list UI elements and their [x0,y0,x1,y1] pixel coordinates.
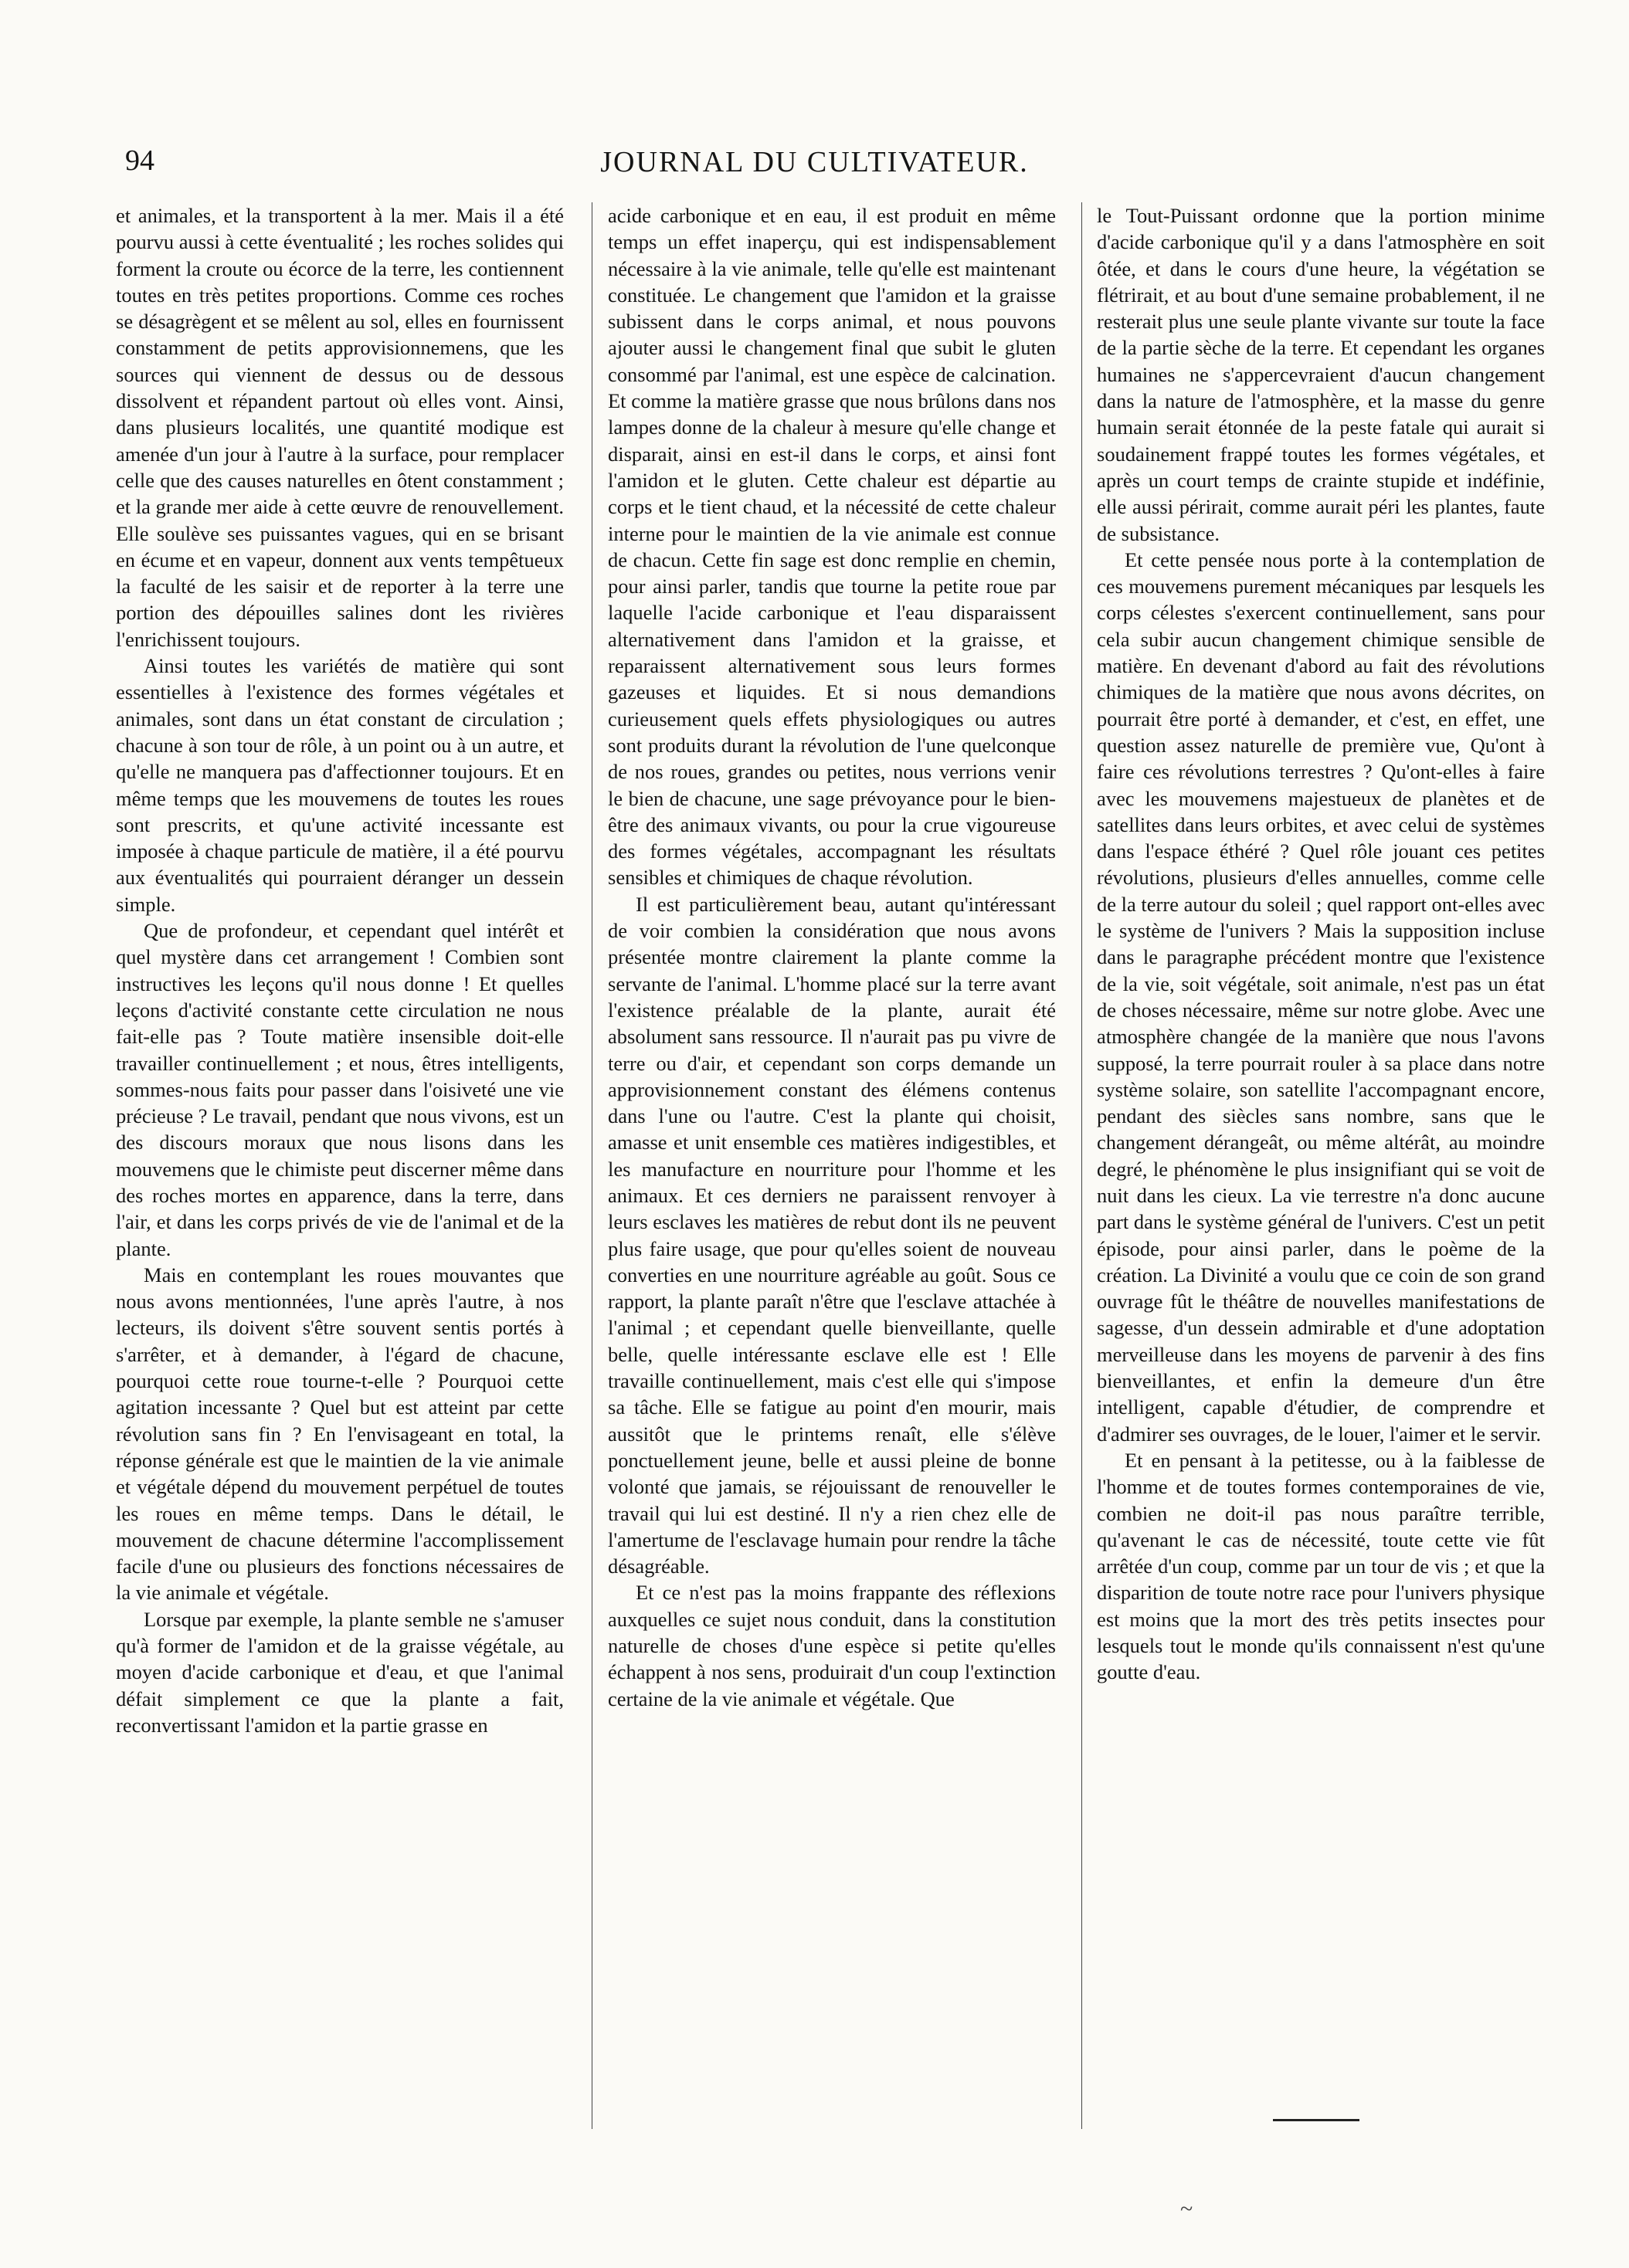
end-rule [1273,2119,1359,2121]
column-rule [1081,202,1082,2129]
footer-mark: ~ [1180,2196,1193,2222]
column-3 [1097,202,1545,2129]
column-1 [116,202,564,2129]
paragraph: Et cette pensée nous porte à la contemplation de ces mouvemens purement mécaniques par lesquels les corps célestes s'exercent continuellement, sans pour cela subir aucun changement chimique sensible de matière. En devenant d'abord au fait des révolutions chimiques de la matière que nous avons décrites, on pourrait être porté à demander, et c'est, en effet, une question assez naturelle de première vue, Qu'ont à faire ces révolutions terrestres ? Qu'ont-elles à faire avec les mouvemens majestueux de planètes et de satellites dans leurs orbites, et avec celui de systèmes dans l'espace éthéré ? Quel rôle jouant ces petites révolutions, plusieurs d'elles annuelles, comme celle de la terre autour du soleil ; quel rapport ont-elles avec le système de l'univers ? Mais la supposition incluse dans le paragraphe précédent montre que l'existence de la vie, soit végétale, soit animale, n'est pas un état de choses nécessaire, même sur notre globe. Avec une atmosphère changée de la manière que nous l'avons supposé, la terre pourrait rouler à sa place dans notre système solaire, son satellite l'accompagnant encore, pendant des siècles sans nombre, sans que le changement dérangeât, ou même altérât, au moindre degré, le phénomène le plus insignifiant qui se voit de nuit dans les cieux. La vie terrestre n'a donc aucune part dans le système général de l'univers. C'est un petit épisode, pour ainsi parler, dans le poème de la création. La Divinité a voulu que ce coin de son grand ouvrage fût le théâtre de nouvelles manifestations de sagesse, d'un dessein admirable et d'une adoptation merveilleuse dans les moyens de parvenir à des fins bienveillantes, et enfin la demeure d'un être intelligent, capable d'étudier, de comprendre et d'admirer ses ouvrages, de le louer, l'aimer et le servir. [1097,548,1545,1446]
paragraph: le Tout-Puissant ordonne que la portion minime d'acide carbonique qu'il y a dans l'atmosphère en soit ôtée, et dans le cours d'une heure, la végétation se flétrirait, et au bout d'une semaine probablement, il ne resterait plus une seule plante vivante sur toute la face de la partie sèche de la terre. Et cependant les organes humaines ne s'appercevraient d'aucun changement dans la nature de l'atmosphère, et la masse du genre humain serait étonnée de la peste fatale qui aurait si soudainement frappé toutes les formes végétales, et après un court temps de crainte stupide et indéfinie, elle aussi périrait, comme aurait péri les plantes, faute de subsistance. [1097,204,1545,545]
paragraph: Que de profondeur, et cependant quel intérêt et quel mystère dans cet arrangement ! Combien sont instructives les leçons qu'il nous donne ! Et quelles leçons d'activité constante cette circulation ne nous fait-elle pas ? Toute matière insensible doit-elle travailler continuellement ; et nous, êtres intelligents, sommes-nous faits pour passer dans l'oisiveté une vie précieuse ? Le travail, pendant que nous vivons, est un des discours moraux que nous lisons dans les mouvemens que le chimiste peut discerner même dans des roches mortes en apparence, dans la terre, dans l'air, et dans les corps privés de vie de l'animal et de la plante. [116,919,564,1260]
paragraph: Mais en contemplant les roues mouvantes que nous avons mentionnées, l'une après l'autre, à nos lecteurs, ils doivent s'être souvent sentis portés à s'arrêter, et à demander, à l'égard de chacune, pourquoi cette roue tourne-t-elle ? Pourquoi cette agitation incessante ? Quel but est atteint par cette révolution sans fin ? En l'envisageant en total, la réponse générale est que le maintien de la vie animale et végétale dépend du mouvement perpétuel de toutes les roues en même temps. Dans le détail, le mouvement de chacune détermine l'accomplissement facile d'une ou plusieurs des fonctions nécessaires de la vie animale et végétale. [116,1263,564,1605]
column-2 [608,202,1056,2129]
paragraph: et animales, et la transportent à la mer. Mais il a été pourvu aussi à cette éventualité ; les roches solides qui forment la croute ou écorce de la terre, les contiennent toutes en très petites proportions. Comme ces roches se désagrègent et se mêlent au sol, elles en fournissent constamment de petits approvisionnemens, que les sources qui viennent de dessus ou de dessous dissolvent et répandent partout où elles vont. Ainsi, dans plusieurs localités, une quantité modique est amenée d'un jour à l'autre à la surface, pour remplacer celle que des causes naturelles en ôtent constamment ; et la grande mer aide à cette œuvre de renouvellement. Elle soulève ses puissantes vagues, qui en se brisant en écume et en vapeur, donnent aux vents tempêtueux la faculté de les saisir et de reporter à la terre une portion des dépouilles salines dont les rivières l'enrichissent toujours. [116,204,564,651]
running-title: JOURNAL DU CULTIVATEUR. [600,146,1029,178]
paragraph: Lorsque par exemple, la plante semble ne s'amuser qu'à former de l'amidon et de la graisse végétale, au moyen d'acide carbonique et d'eau, et que l'animal défait simplement ce que la plante a fait, reconvertissant l'amidon et la partie grasse en [116,1607,564,1737]
paragraph: Et en pensant à la petitesse, ou à la faiblesse de l'homme et de toutes formes contemporaines de vie, combien ne doit-il pas nous paraître terrible, qu'avenant le cas de nécessité, toute cette vie fût arrêtée d'un coup, comme par un tour de vis ; et que la disparition de toute notre race pour l'univers physique est moins que la mort des très petits insectes pour lesquels tout le monde qu'ils connaissent n'est qu'une goutte d'eau. [1097,1448,1545,1684]
page-number: 94 [125,144,154,177]
paragraph: Ainsi toutes les variétés de matière qui sont essentielles à l'existence des formes végétales et animales, sont dans un état constant de circulation ; chacune à son tour de rôle, à un point ou à un autre, et qu'elle ne manquera pas d'affectionner toujours. Et en même temps que les mouvemens de toutes les roues sont prescrits, et qu'une activité incessante est imposée à chaque particule de matière, il a été pourvu aux éventualités qui pourraient déranger un dessein simple. [116,654,564,916]
paragraph: acide carbonique et en eau, il est produit en même temps un effet inaperçu, qui est indispensablement nécessaire à la vie animale, telle qu'elle est maintenant constituée. Le changement que l'amidon et la graisse subissent dans le corps animal, et nous pouvons ajouter aussi le changement final que subit le gluten consommé par l'animal, est une espèce de calcination. Et comme la matière grasse que nous brûlons dans nos lampes donne de la chaleur à mesure qu'elle change et disparait, ainsi en est-il dans le corps, et ainsi font l'amidon et le gluten. Cette chaleur est départie au corps et le tient chaud, et la nécessité de cette chaleur interne pour le maintien de la vie animale est connue de chacun. Cette fin sage est donc remplie en chemin, pour ainsi parler, tandis que tourne la petite roue par laquelle l'acide carbonique et l'eau disparaissent alternativement dans l'amidon et la graisse, et reparaissent alternativement sous leurs formes gazeuses et liquides. Et si nous demandions curieusement quels effets physiologiques ou autres sont produits durant la révolution de l'une quelconque de nos roues, grandes ou petites, nous verrions venir le bien de chacune, une sage prévoyance pour le bien-être des animaux vivants, ou pour la crue vigoureuse des formes végétales, accompagnant les résultats sensibles et chimiques de chaque révolution. [608,204,1056,890]
paragraph: Et ce n'est pas la moins frappante des réflexions auxquelles ce sujet nous conduit, dans la constitution naturelle de choses d'une espèce si petite qu'elles échappent à nos sens, produirait d'un coup l'extinction certaine de la vie animale et végétale. Que [608,1581,1056,1710]
paragraph: Il est particulièrement beau, autant qu'intéressant de voir combien la considération que nous avons présentée montre clairement la plante comme la servante de l'animal. L'homme placé sur la terre avant l'existence préalable de la plante, aurait été absolument sans ressource. Il n'aurait pas pu vivre de terre ou d'air, et cependant son corps demande un approvisionnement constant des élémens contenus dans l'une ou l'autre. C'est la plante qui choisit, amasse et unit ensemble ces matières indigestibles, et les manufacture en nourriture pour l'homme et les animaux. Et ces derniers ne paraissent renvoyer à leurs esclaves les matières de rebut dont ils ne peuvent plus faire usage, que pour qu'elles soient de nouveau converties en une nourriture agréable au goût. Sous ce rapport, la plante paraît n'être que l'esclave attachée à l'animal ; et cependant quelle bienveillante, quelle belle, quelle intéressante esclave elle est ! Elle travaille continuellement, mais c'est elle qui s'impose sa tâche. Elle se fatigue au point d'en mourir, mais aussitôt que le printems renaît, elle s'élève ponctuellement jeune, belle et aussi pleine de bonne volonté que jamais, se réjouissant de renouveller le travail qui lui est destiné. Il n'y a rien chez elle de l'amertume de l'esclavage humain pour rendre la tâche désagréable. [608,892,1056,1578]
